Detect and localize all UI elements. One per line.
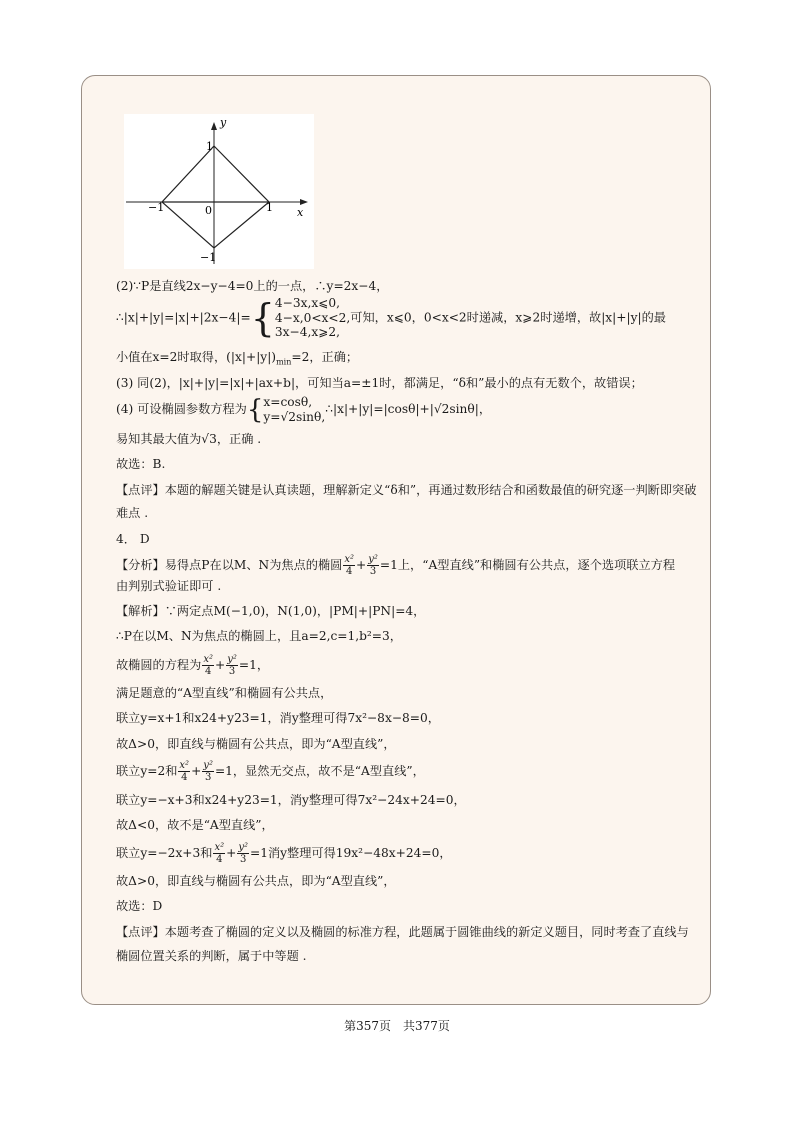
fraction-y2-3: $\frac{\text{y²}}{3}$ bbox=[227, 654, 237, 677]
line-9: 难点 . bbox=[116, 506, 149, 520]
brace: { bbox=[246, 394, 264, 425]
line-12: 由判别式验证即可 . bbox=[116, 579, 222, 593]
line-5-pre: (4) 可设椭圆参数方程为 bbox=[116, 402, 247, 416]
line-15-pre: 故椭圆的方程为 bbox=[116, 658, 202, 672]
tick-top: 1 bbox=[206, 140, 213, 153]
origin-label: 0 bbox=[205, 204, 212, 217]
piecewise-cases bbox=[275, 296, 350, 340]
line-26: 椭圆位置关系的判断，属于中等题 . bbox=[116, 949, 307, 963]
param-case-2: y=√2sinθ, bbox=[263, 409, 326, 424]
case-3: 3x−4,x⩾2, bbox=[274, 325, 341, 339]
fraction-x2-4: $\frac{\text{x²}}{4}$ bbox=[214, 842, 225, 865]
fraction-x2-4: $\frac{\text{x²}}{4}$ bbox=[179, 760, 190, 783]
case-1: 4−3x,x⩽0, bbox=[274, 296, 341, 310]
line-10: 4． D bbox=[116, 532, 150, 546]
line-15: 故椭圆的方程为 $\frac{\text{x²}}{4}$ + $\frac{\text{y²}}{3}$ =1， bbox=[116, 654, 270, 677]
min-subscript: min bbox=[276, 357, 292, 367]
tick-left: −1 bbox=[148, 201, 165, 214]
line-22-post: =1消y整理可得19x²−48x+24=0， bbox=[250, 846, 452, 860]
y-axis-label: y bbox=[220, 116, 227, 129]
line-11-post: =1上，“A型直线”和椭圆有公共点，逐个选项联立方程 bbox=[379, 558, 676, 572]
line-5 bbox=[116, 395, 491, 424]
line-17: 联立y=x+1和x24+y23=1，消y整理可得7x²−8x−8=0， bbox=[116, 711, 440, 725]
case-2: 4−x,0<x<2, bbox=[274, 310, 351, 325]
line-2-post: 可知，x⩽0，0<x<2时递减，x⩾2时递增，故|x|+|y|的最 bbox=[350, 310, 666, 325]
line-24: 故选：D bbox=[116, 899, 163, 913]
line-11-pre: 【分析】易得点P在以M、N为焦点的椭圆 bbox=[116, 558, 343, 572]
line-16: 满足题意的“A型直线”和椭圆有公共点， bbox=[116, 686, 333, 700]
line-1: (2)∵P是直线2x−y−4=0上的一点，∴y=2x−4， bbox=[116, 279, 389, 293]
line-19-post: =1，显然无交点，故不是“A型直线”， bbox=[214, 764, 425, 778]
fraction-x2-4: $\frac{\text{x²}}{4}$ bbox=[203, 654, 213, 677]
line-19-pre: 联立y=2和 bbox=[116, 764, 178, 778]
line-4: (3) 同(2)，|x|+|y|=|x|+|ax+b|，可知当a=±1时，都满足，“δ和”最小的点有无数个，故错误； bbox=[116, 376, 643, 390]
tick-bottom: −1 bbox=[200, 251, 217, 264]
line-13: 【解析】∵两定点M(−1,0)，N(1,0)，|PM|+|PN|=4， bbox=[116, 604, 426, 618]
param-case-1: x=cosθ, bbox=[263, 395, 313, 409]
line-18: 故Δ>0，即直线与椭圆有公共点，即为“A型直线”， bbox=[116, 737, 396, 751]
line-7: 故选：B. bbox=[116, 457, 166, 471]
line-2 bbox=[116, 296, 666, 340]
line-3-text: 小值在x=2时取得，(|x|+|y|) bbox=[116, 350, 277, 364]
line-22: 联立y=−2x+3和 $\frac{\text{x²}}{4}$ + $\frac{\text{y²}}{3}$ =1消y整理可得19x²−48x+24=0， bbox=[116, 842, 452, 865]
line-3-post: =2，正确； bbox=[291, 350, 359, 364]
line-14: ∴P在以M、N为焦点的椭圆上，且a=2,c=1,b²=3， bbox=[116, 629, 402, 643]
line-25: 【点评】本题考查了椭圆的定义以及椭圆的标准方程，此题属于圆锥曲线的新定义题目，同时考查了直线与 bbox=[116, 925, 689, 939]
line-22-pre: 联立y=−2x+3和 bbox=[116, 846, 213, 860]
line-11: 【分析】易得点P在以M、N为焦点的椭圆 $\frac{\text{x²}}{4}$ + $\frac{\text{y²}}{3}$ =1上，“A型直线”和椭圆有公共点，逐个选项联立方程 bbox=[116, 554, 676, 577]
line-2-pre: ∴|x|+|y|=|x|+|2x−4|= bbox=[116, 310, 251, 325]
line-8: 【点评】本题的解题关键是认真读题，理解新定义“δ和”，再通过数形结合和函数最值的研究逐一判断即突破 bbox=[116, 483, 697, 497]
fraction-x2-4: $\frac{\text{x²}}{4}$ bbox=[344, 554, 354, 577]
fraction-y2-3: $\frac{\text{y²}}{3}$ bbox=[203, 760, 213, 783]
param-cases bbox=[263, 395, 325, 424]
fraction-y2-3: $\frac{\text{y²}}{3}$ bbox=[368, 554, 378, 577]
page-footer: 第357页 共377页 bbox=[344, 1019, 450, 1033]
y-axis-arrow bbox=[211, 122, 217, 130]
line-21: 故Δ<0，故不是“A型直线”， bbox=[116, 818, 274, 832]
x-axis-label: x bbox=[297, 206, 304, 219]
line-23: 故Δ>0，即直线与椭圆有公共点，即为“A型直线”， bbox=[116, 874, 396, 888]
diamond-graph bbox=[124, 114, 314, 269]
line-20: 联立y=−x+3和x24+y23=1，消y整理可得7x²−24x+24=0， bbox=[116, 793, 466, 807]
x-axis-arrow bbox=[300, 199, 308, 205]
diamond-shape bbox=[162, 146, 269, 248]
fraction-y2-3: $\frac{\text{y²}}{3}$ bbox=[238, 842, 249, 865]
line-6: 易知其最大值为√3，正确 . bbox=[116, 432, 262, 446]
tick-right: 1 bbox=[266, 201, 273, 214]
line-15-post: =1， bbox=[238, 658, 270, 672]
line-3 bbox=[116, 349, 358, 370]
line-19: 联立y=2和 $\frac{\text{x²}}{4}$ + $\frac{\text{y²}}{3}$ =1，显然无交点，故不是“A型直线”， bbox=[116, 760, 425, 783]
brace: { bbox=[250, 295, 275, 340]
line-5-post: ∴|x|+|y|=|cosθ|+|√2sinθ|， bbox=[325, 402, 492, 416]
